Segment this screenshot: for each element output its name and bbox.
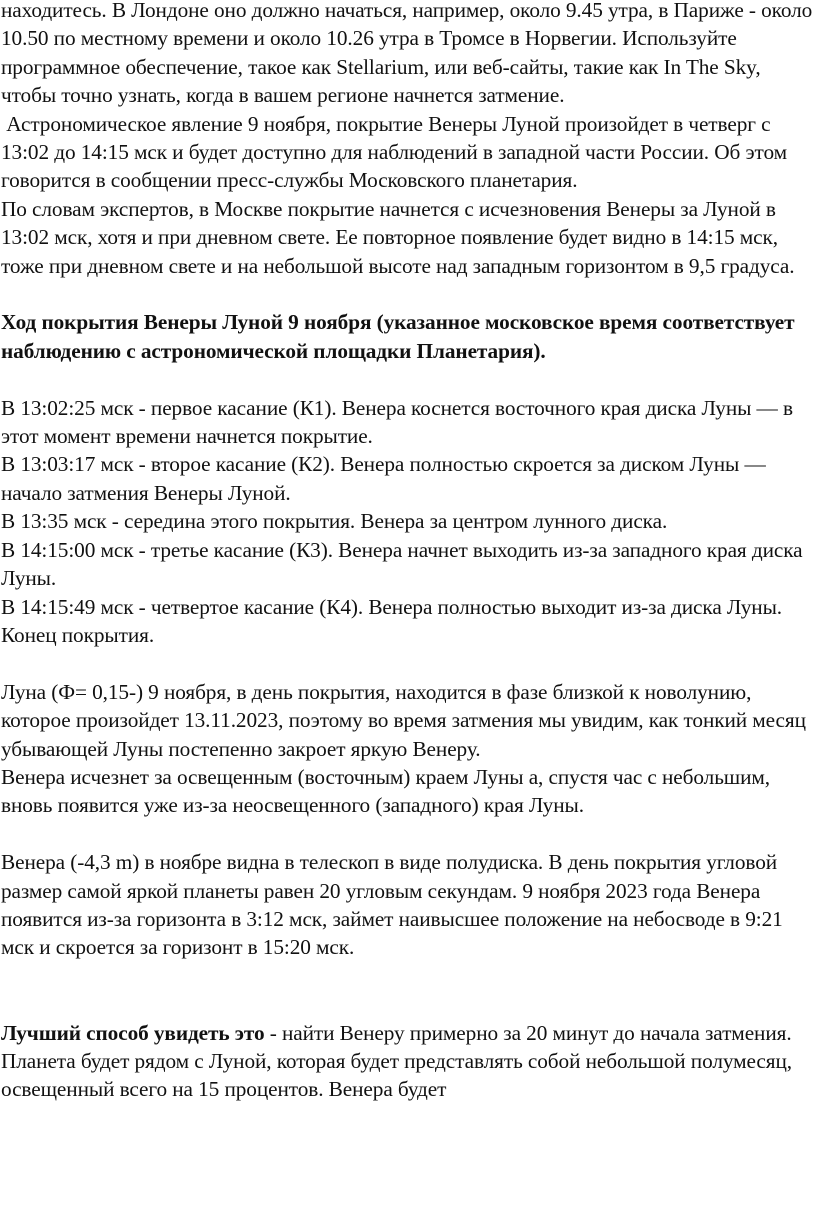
- paragraph-best-way: [1, 1019, 816, 1104]
- contact-k3: В 14:15:00 мск - третье касание (К3). Венера начнет выходить из-за западного края диска Луны.: [1, 537, 803, 591]
- blank-line: [1, 820, 816, 848]
- contact-middle: В 13:35 мск - середина этого покрытия. Венера за центром лунного диска.: [1, 509, 668, 534]
- contact-k4: В 14:15:49 мск - четвертое касание (К4). Венера полностью выходит из-за диска Луны. Конец покрытия.: [1, 594, 783, 647]
- paragraph-venus-telescope: Венера (-4,3 m) в ноябре видна в телескоп в виде полудиска. В день покрытия угловой размер самой яркой планеты равен 20 угловым секундам. 9 ноября 2023 года Венера появится из-за горизонта в 3:12 мск, займет наивысшее положение на небосводе в 9:21 мск и скроется за горизонт в 15:20 мск.: [1, 850, 783, 960]
- paragraph-occultation-announcement-text: Астрономическое явление 9 ноября, покрытие Венеры Луной произойдет в четверг с 13:02 до 14:15 мск и будет доступно для наблюдений в западной части России. Об этом говорится в сообщении пресс-службы Московского планетария.: [1, 111, 787, 193]
- best-way-label: Лучший способ увидеть это: [1, 1020, 265, 1045]
- blank-line: [1, 280, 816, 308]
- contact-k2: В 13:03:17 мск - второе касание (К2). Венера полностью скроется за диском Луны — начало затмения Венеры Луной.: [1, 452, 766, 505]
- paragraph-occultation-announcement: [1, 110, 816, 195]
- paragraph-moon-phase: Луна (Ф= 0,15-) 9 ноября, в день покрытия, находится в фазе близкой к новолунию, которое произойдет 13.11.2023, поэтому во время затмения мы увидим, как тонкий месяц убывающей Луны постепенно закроет яркую Венеру.: [1, 679, 806, 761]
- paragraph-london-paris: находитесь. В Лондоне оно должно начаться, например, около 9.45 утра, в Париже - около 10.50 по местному времени и около 10.26 утра в Тромсе в Норвегии. Используйте программное обеспечение, такое как Stellarium, или веб-сайты, такие как In The Sky, чтобы точно узнать, когда в вашем регионе начнется затмение.: [1, 0, 813, 108]
- paragraph-venus-disappears: Венера исчезнет за освещенным (восточным) краем Луны а, спустя час с небольшим, вновь появится уже из-за неосвещенного (западного) края Луны.: [1, 764, 770, 818]
- paragraph-experts-moscow: По словам экспертов, в Москве покрытие начнется с исчезновения Венеры за Луной в 13:02 мск, хотя и при дневном свете. Ее повторное появление будет видно в 14:15 мск, тоже при дневном свете и на небольшой высоте над западным горизонтом в 9,5 градуса.: [1, 196, 795, 278]
- contact-k1: В 13:02:25 мск - первое касание (К1). Венера коснется восточного края диска Луны — в этот момент времени начнется покрытие.: [1, 395, 793, 449]
- best-way-text: - найти Венеру примерно за 20 минут до начала затмения. Планета будет рядом с Луной, которая будет представлять собой небольшой полумесяц, освещенный всего на 15 процентов. Венера будет: [1, 1020, 792, 1102]
- blank-lines: [1, 962, 816, 1019]
- blank-line: [1, 365, 816, 393]
- blank-line: [1, 649, 816, 677]
- section-heading-occultation-progress: Ход покрытия Венеры Луной 9 ноября (указанное московское время соответствует наблюдению с астрономической площадки Планетария).: [1, 310, 795, 363]
